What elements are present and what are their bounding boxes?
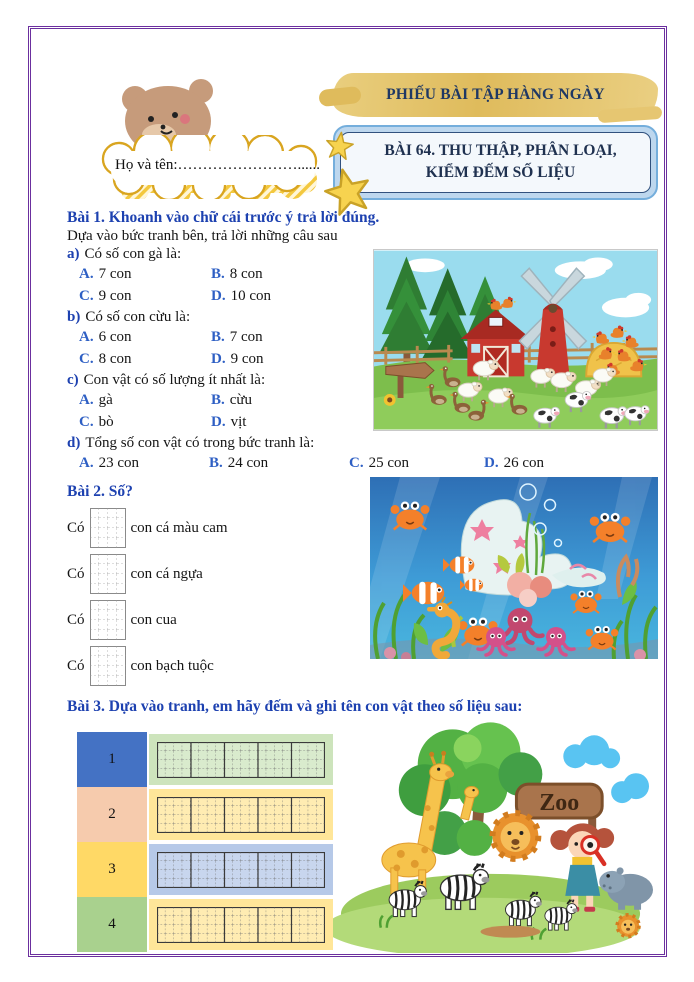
farm-illustration bbox=[373, 249, 658, 431]
zoo-illustration bbox=[333, 718, 658, 953]
option-b[interactable]: B. 24 con bbox=[209, 454, 269, 471]
lesson-title-line1: BÀI 64. THU THẬP, PHÂN LOẠI, bbox=[384, 142, 617, 159]
answer-panel bbox=[149, 899, 333, 950]
row-number: 1 bbox=[77, 732, 147, 787]
data-table bbox=[77, 732, 333, 953]
exercise3-title: Bài 3. Dựa vào tranh, em hãy đếm và ghi tên con vật theo số liệu sau: bbox=[67, 698, 523, 716]
ocean-illustration bbox=[370, 477, 658, 659]
lesson-title-line2: KIỂM ĐẾM SỐ LIỆU bbox=[425, 164, 576, 182]
answer-strip[interactable] bbox=[157, 797, 325, 833]
question-d bbox=[67, 435, 658, 475]
row-number: 4 bbox=[77, 897, 147, 952]
count-row-seahorse: Có con cá ngựa bbox=[67, 551, 367, 597]
answer-panel bbox=[149, 734, 333, 785]
question-a bbox=[67, 246, 373, 308]
answer-box[interactable] bbox=[90, 554, 126, 594]
answer-panel bbox=[149, 789, 333, 840]
header bbox=[67, 73, 658, 200]
lesson-title-box bbox=[333, 125, 658, 200]
option-c[interactable]: C. bò bbox=[79, 414, 114, 431]
answer-box[interactable] bbox=[90, 600, 126, 640]
exercise1-intro: Dựa vào bức tranh bên, trả lời những câu sau bbox=[67, 227, 338, 244]
banner-title: PHIẾU BÀI TẬP HÀNG NGÀY bbox=[386, 86, 605, 103]
answer-strip[interactable] bbox=[157, 852, 325, 888]
option-d[interactable]: D. vịt bbox=[211, 414, 247, 431]
count-column bbox=[67, 501, 367, 689]
table-row bbox=[77, 897, 333, 952]
question-column bbox=[67, 245, 373, 434]
option-a[interactable]: A. 7 con bbox=[79, 265, 132, 282]
row-number: 3 bbox=[77, 842, 147, 897]
option-b[interactable]: B. 7 con bbox=[211, 328, 263, 345]
answer-strip[interactable] bbox=[157, 907, 325, 943]
question-label: a) bbox=[67, 245, 80, 262]
name-block bbox=[95, 75, 333, 199]
student-name-field[interactable]: Họ và tên:……………………...... bbox=[115, 157, 320, 173]
banner bbox=[333, 73, 658, 117]
option-d[interactable]: D. 9 con bbox=[211, 351, 264, 368]
count-row-octopus: Có con bạch tuộc bbox=[67, 643, 367, 689]
count-row-crab: Có con cua bbox=[67, 597, 367, 643]
option-b[interactable]: B. 8 con bbox=[211, 265, 263, 282]
title-column bbox=[333, 73, 658, 200]
question-c bbox=[67, 372, 373, 434]
worksheet-frame bbox=[28, 26, 667, 957]
question-text: Có số con gà là: bbox=[84, 245, 182, 262]
table-row bbox=[77, 732, 333, 787]
table-row bbox=[77, 787, 333, 842]
count-row-orange-fish: Có con cá màu cam bbox=[67, 505, 367, 551]
question-text: Tổng số con vật có trong bức tranh là: bbox=[85, 434, 315, 451]
exercise1-title: Bài 1. Khoanh vào chữ cái trước ý trả lời đúng. bbox=[67, 208, 380, 226]
question-label: d) bbox=[67, 434, 81, 451]
option-d[interactable]: D. 10 con bbox=[211, 288, 272, 305]
option-c[interactable]: C. 8 con bbox=[79, 351, 132, 368]
lion-cub bbox=[617, 915, 639, 937]
exercise-2 bbox=[67, 483, 658, 689]
worksheet-content bbox=[31, 73, 664, 953]
answer-strip[interactable] bbox=[157, 742, 325, 778]
zoo-sign-text: Zoo bbox=[539, 790, 580, 817]
option-c[interactable]: C. 25 con bbox=[349, 454, 410, 471]
star-icon bbox=[315, 129, 389, 221]
option-a[interactable]: A. 23 con bbox=[79, 454, 140, 471]
question-b bbox=[67, 309, 373, 371]
row-number: 2 bbox=[77, 787, 147, 842]
lion bbox=[493, 814, 539, 860]
answer-box[interactable] bbox=[90, 508, 126, 548]
question-text: Có số con cừu là: bbox=[85, 308, 191, 325]
table-row bbox=[77, 842, 333, 897]
option-a[interactable]: A. gà bbox=[79, 391, 113, 408]
question-text: Con vật có số lượng ít nhất là: bbox=[83, 371, 266, 388]
answer-panel bbox=[149, 844, 333, 895]
question-label: c) bbox=[67, 371, 79, 388]
answer-box[interactable] bbox=[90, 646, 126, 686]
exercise-1 bbox=[67, 209, 658, 475]
option-a[interactable]: A. 6 con bbox=[79, 328, 132, 345]
option-b[interactable]: B. cừu bbox=[211, 391, 253, 408]
exercise2-title: Bài 2. Số? bbox=[67, 483, 133, 501]
option-d[interactable]: D. 26 con bbox=[484, 454, 545, 471]
question-label: b) bbox=[67, 308, 81, 325]
exercise-3 bbox=[67, 698, 658, 953]
option-c[interactable]: C. 9 con bbox=[79, 288, 132, 305]
